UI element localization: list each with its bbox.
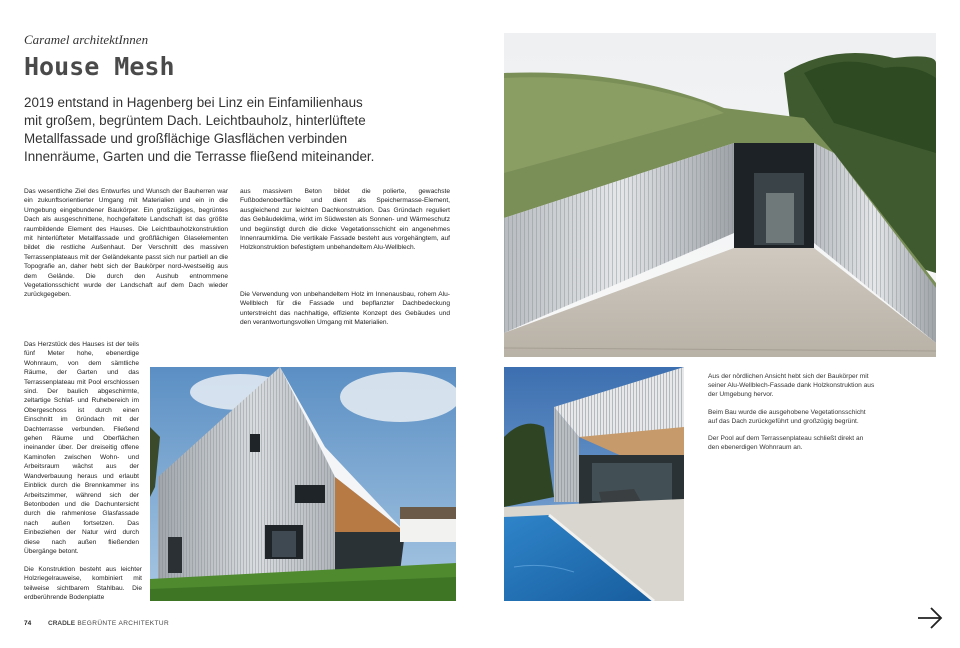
body-paragraph-1: Das wesentliche Ziel des Entwurfes und Wunsch der Bauherren war ein zukunftsorientierter Umgang mit Materialien und ein in die Umgebung eingebundener Baukörper. Ein großzügiges, begrüntes Dach als ausgeschnittene, hochgefaltete Landschaft ist das größte raumbildende Element des Hauses. Die Leichtbauholzkonstruktion mit hinterlüfteter Metallfassade und großflächigen Glaselementen bildet die restliche Außenhaut. Der Verschnitt des massiven Terrassenplateaus mit der Geländekante passt sich nur partiell an die Topografie an, daher hebt sich der Baukörper nord-/westseitig aus dem Gelände. Die durch den Aushub entnommene Vegetationsschicht wurde der Landschaft auf dem Dach wieder zurückgegeben. — [24, 188, 228, 299]
arrow-right-icon[interactable] — [917, 607, 943, 629]
photo-green-roof — [504, 33, 936, 357]
body-paragraph-2: Das Herzstück des Hauses ist der teils fünf Meter hohe, ebenerdige Wohnraum, von dem sämtliche Räume, der Garten und das Terrassenplateau mit Pool erschlossen sind. Der baulich abgeschirmte, zeltartige Schlaf- und Ruhebereich im Obergeschoss ist durch einen Einschnitt im Gründach mit der Dachterrasse verbunden. Fließend gehen Räume und Oberflächen ineinander über. Der dreiseitig offene Kaminofen zwischen Wohn- und Arbeitsraum wächst aus der Wandverbauung heraus und erlaubt Einblick durch die Brennkammer ins Arbeitszimmer, während sich der Betonboden und die Dachuntersicht durch die rahmenlose Glasfassade nach außen fortsetzen. Das Einbeziehen der Natur wird durch diese nach außen fließenden Übergänge betont. — [24, 341, 139, 555]
section-name: BEGRÜNTE ARCHITEKTUR — [77, 620, 170, 627]
body-paragraph-3: Die Konstruktion besteht aus leichter Holzriegelrauweise, kombiniert mit teilweise sichtbarem Stahlbau. Die erdberührende Bodenplatte — [24, 566, 142, 602]
caption-1: Aus der nördlichen Ansicht hebt sich der Baukörper mit seiner Alu-Wellblech-Fassade dank Holzkonstruktion aus der Umgebung hervor. — [708, 373, 875, 399]
page-number: 74 — [24, 620, 32, 627]
photo-pool — [504, 367, 684, 601]
lead-paragraph: 2019 entstand in Hagenberg bei Linz ein Einfamilienhaus mit großem, begrüntem Dach. Leichtbauholz, hinterlüftete Metallfassade und großflächige Glasflächen verbinden Innenräume, Garten und die Terrasse fließend miteinander. — [24, 95, 375, 164]
footer-brand — [48, 620, 169, 627]
kicker: Caramel architektInnen — [24, 32, 149, 47]
photo-gable-facade — [150, 367, 456, 601]
brand-name: CRADLE — [48, 620, 76, 627]
caption-3: Der Pool auf dem Terrassenplateau schließt direkt an den ebenerdigen Wohnraum an. — [708, 435, 864, 452]
photo-captions — [708, 372, 876, 460]
caption-2: Beim Bau wurde die ausgehobene Vegetationsschicht auf das Dach zurückgeführt und großzügig begrünt. — [708, 408, 866, 425]
page-title: House Mesh — [24, 52, 175, 81]
body-paragraph-4: aus massivem Beton bildet die polierte, gewachste Fußbodenoberfläche und dient als Speichermasse-Element, ausgleichend zur leichten Dachkonstruktion. Das Gründach reguliert das Gebäudeklima, wirkt im Südwesten als Sonnen- und Wärmeschutz und begünstigt durch die dicke Vegetationsschicht ein angenehmes Innenraumklima. Die vertikale Fassade besteht aus vorgehängtem, auf Holzkonstruktion befestigtem unbehandeltem Alu-Wellblech. — [240, 188, 450, 252]
body-paragraph-5: Die Verwendung von unbehandeltem Holz im Innenausbau, rohem Alu-Wellblech für die Fassade und bepflanzter Dachbedeckung unterstreicht das nachhaltige, effiziente Konzept des Gebäudes und den verantwortungsvollen Umgang mit Materialien. — [240, 291, 450, 327]
